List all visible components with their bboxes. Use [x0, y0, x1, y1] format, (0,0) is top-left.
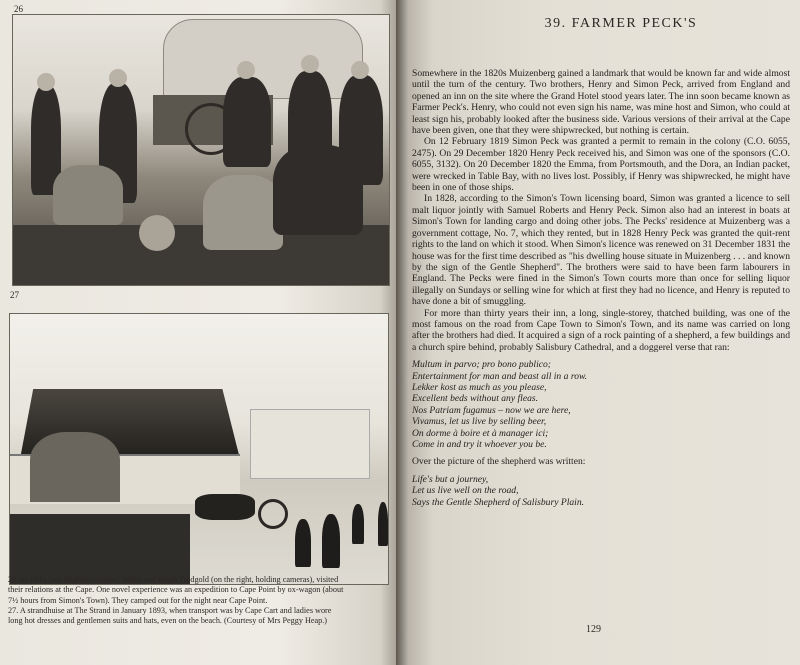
photo-strandhuise	[9, 313, 389, 585]
paragraph: On 12 February 1819 Simon Peck was granted a permit to remain in the colony (C.O. 6055, 2475). On 29 December 1820 Henry Peck received his, and Simon was one of the sponsors (C.O. 6055, 3132). On 20 December 1820 the Emma, from Portsmouth, and the Dora, an Indian packet, were wrecked in Table Bay, with no lives lost. Possibly, if Henry was shipwrecked, he might have been in one of those ships.	[412, 136, 790, 194]
verse-line: Lekker kost as much as you please,	[412, 381, 547, 393]
figure-caption	[8, 575, 392, 626]
man-figure	[378, 502, 388, 546]
verse-line: On dorme à boire et à manager ici;	[412, 427, 549, 439]
verse-line: Come in and try it whoever you be.	[412, 439, 547, 450]
person-head	[301, 55, 319, 73]
figure-27-label: 27	[10, 290, 19, 300]
verse-line: Life's but a journey,	[412, 473, 489, 485]
verse-line: Says the Gentle Shepherd of Salisbury Plain.	[412, 496, 585, 508]
paragraph: Over the picture of the shepherd was written:	[412, 456, 586, 468]
hat	[139, 215, 175, 251]
caption-line: 7½ hours from Simon's Town). They camped out for the night near Cape Point.	[8, 595, 268, 605]
photo-ox-wagon-group	[12, 14, 390, 286]
horse	[195, 494, 255, 520]
left-page-number: 26	[14, 4, 23, 14]
verse-line: Multum in parvo; pro bono publico;	[412, 359, 552, 371]
right-page	[396, 0, 800, 665]
caption-line: 26. In 1903, two English brothers, Willie and Ralph Tredgold (on the right, holding cameras), visited	[8, 575, 339, 584]
caption-line: 27. A strandhuise at The Strand in January 1893, when transport was by Cape Cart and ladies wore	[8, 605, 332, 615]
cape-cart-wheel	[258, 499, 288, 529]
right-page-number: 129	[586, 624, 601, 635]
seated-woman	[53, 165, 123, 225]
person-head	[37, 73, 55, 91]
verse-line: Entertainment for man and beast all in a row.	[412, 370, 588, 382]
man-figure	[352, 504, 364, 544]
paragraph: In 1828, according to the Simon's Town licensing board, Simon was granted a licence to sell malt liquor jointly with Samuel Roberts and Henry Peck. Simon also had an interest in boats at Simon's Town for landing cargo and doing other jobs. The Pecks' residence at Muizenberg was a government cottage, No. 7, which they rented, but in 1828 Henry Peck was granted the quit-rent rights to the land on which it stood. When Simon's licence was renewed on 31 December 1831 the house was for the first time described as "his dwelling house situate in Muizenberg . . . and known by the sign of the Gentle Shepherd". The brothers were said to have been farm labourers in England. The Pecks were fined in the Simon's Town courts more than once for selling liquor illegally on Sundays or selling wine for which at first they had no licence, and Henry is reputed to have done a bit of smuggling.	[412, 193, 790, 308]
seated-man	[273, 145, 363, 235]
thatched-hut	[30, 432, 120, 502]
left-page	[0, 0, 396, 665]
verse-line: Let us live well on the road,	[412, 485, 519, 497]
verse-line: Nos Patriam fugamus – now we are here,	[412, 404, 571, 416]
person-head	[237, 61, 255, 79]
chapter-body	[412, 68, 790, 514]
background-building	[250, 409, 370, 479]
paragraph: Somewhere in the 1820s Muizenberg gained a landmark that would be known far and wide almost until the turn of the century. Two brothers, Henry and Simon Peck, arrived from England and opened an inn on the site where the Grand Hotel stood years later. The inn soon became known as Farmer Peck's. Henry, who could not even sign his name, was mine host and Simon, who could at least sign his, probably looked after the business side. Various versions of their arrival at the Cape have been given, one that they were shipwrecked, but nothing is certain.	[412, 68, 790, 137]
caption-line: their relations at the Cape. One novel experience was an expedition to Cape Point by ox-wagon (about	[8, 585, 344, 595]
caption-line: long hot dresses and gentlemen suits and hats, even on the beach. (Courtesy of Mrs Peggy Heap.)	[8, 616, 328, 626]
lady-figure	[322, 514, 340, 568]
verse-line: Excellent beds without any fleas.	[412, 393, 539, 405]
lady-figure	[295, 519, 311, 567]
paragraph: For more than thirty years their inn, a long, single-storey, thatched building, was one of the most famous on the road from Cape Town to Simon's Town, and its name was carried on long after the brothers had died. It acquired a sign of a rock painting of a shepherd, a few buildings and a church spire behind, probably Salisbury Cathedral, and a doggerel verse that ran:	[412, 307, 790, 353]
person-head	[351, 61, 369, 79]
person-figure	[223, 77, 271, 167]
shepherd-verse	[412, 474, 790, 508]
seated-woman	[203, 175, 283, 250]
doggerel-verse	[412, 359, 790, 450]
person-head	[109, 69, 127, 87]
verse-line: Vivamus, let us live by selling beer,	[412, 416, 547, 428]
chapter-title: 39. FARMER PECK'S	[544, 16, 698, 31]
